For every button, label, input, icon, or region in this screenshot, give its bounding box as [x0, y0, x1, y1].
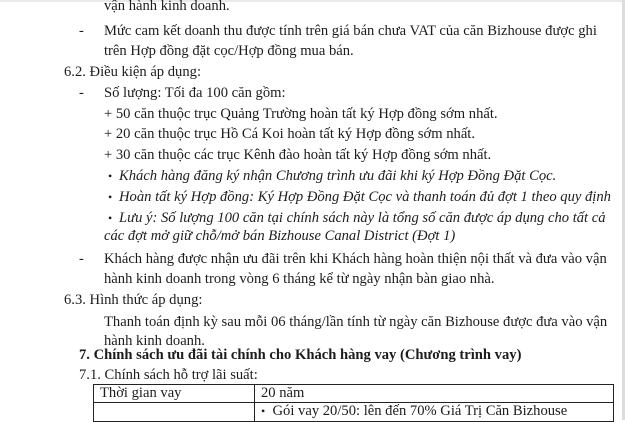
table-cell: Thời gian vay	[94, 385, 255, 403]
page-edge-top	[0, 0, 625, 2]
text-line: Mức cam kết doanh thu được tính trên giá bán chưa VAT của căn Bizhouse được ghi	[104, 23, 597, 39]
bullet-marker: •	[261, 404, 266, 418]
section-heading-7-1: 7.1. Chính sách hỗ trợ lãi suất:	[79, 367, 258, 383]
section-heading-6-2: 6.2. Điều kiện áp dụng:	[64, 64, 201, 80]
table-cell	[94, 403, 255, 422]
dash-marker: -	[79, 23, 84, 39]
interest-support-table	[93, 384, 614, 422]
italic-note: Khách hàng đăng ký nhận Chương trình ưu đãi khi ký Hợp Đồng Đặt Cọc.	[119, 168, 557, 184]
table-cell	[255, 403, 614, 422]
table-row	[94, 385, 614, 403]
table-cell-text: Gói vay 20/50: lên đến 70% Giá Trị Căn Bizhouse	[272, 403, 568, 419]
list-item: + 30 căn thuộc các trục Kênh đào hoàn tất ký Hợp đồng sớm nhất.	[104, 147, 492, 163]
table-row	[94, 403, 614, 422]
text-line: Số lượng: Tối đa 100 căn gồm:	[104, 85, 286, 101]
table-cell: 20 năm	[255, 385, 614, 403]
text-line: trên Hợp đồng đặt cọc/Hợp đồng mua bán.	[104, 43, 354, 59]
italic-note: Lưu ý: Số lượng 100 căn tại chính sách này là tổng số căn được áp dụng cho tất cả	[119, 210, 606, 226]
text-line: hành kinh doanh trong vòng 6 tháng kể từ ngày nhận bàn giao nhà.	[104, 271, 495, 287]
text-line: hành kinh doanh.	[104, 333, 205, 349]
italic-note: các đợt mở giữ chỗ/mở bán Bizhouse Canal District (Đợt 1)	[104, 228, 456, 244]
text-line: Khách hàng được nhận ưu đãi trên khi Khách hàng hoàn thiện nội thất và đưa vào vận	[104, 251, 607, 267]
list-item: + 20 căn thuộc trục Hồ Cá Koi hoàn tất ký Hợp đồng sớm nhất.	[104, 126, 476, 142]
bullet-marker: •	[108, 211, 113, 225]
text-line: Thanh toán định kỳ sau mỗi 06 tháng/lần tính từ ngày căn Bizhouse được đưa vào vận	[104, 314, 608, 330]
bullet-marker: •	[108, 169, 113, 183]
section-heading-7: 7. Chính sách ưu đãi tài chính cho Khách hàng vay (Chương trình vay)	[79, 347, 522, 363]
bullet-marker: •	[108, 190, 113, 204]
italic-note: Hoàn tất ký Hợp đồng: Ký Hợp Đồng Đặt Cọc và thanh toán đủ đợt 1 theo quy định	[119, 189, 611, 205]
section-heading-6-3: 6.3. Hình thức áp dụng:	[64, 292, 203, 308]
dash-marker: -	[79, 251, 84, 267]
text-line: vận hành kinh doanh.	[104, 0, 230, 14]
dash-marker: -	[79, 85, 84, 101]
list-item: + 50 căn thuộc trục Quảng Trường hoàn tất ký Hợp đồng sớm nhất.	[104, 106, 498, 122]
